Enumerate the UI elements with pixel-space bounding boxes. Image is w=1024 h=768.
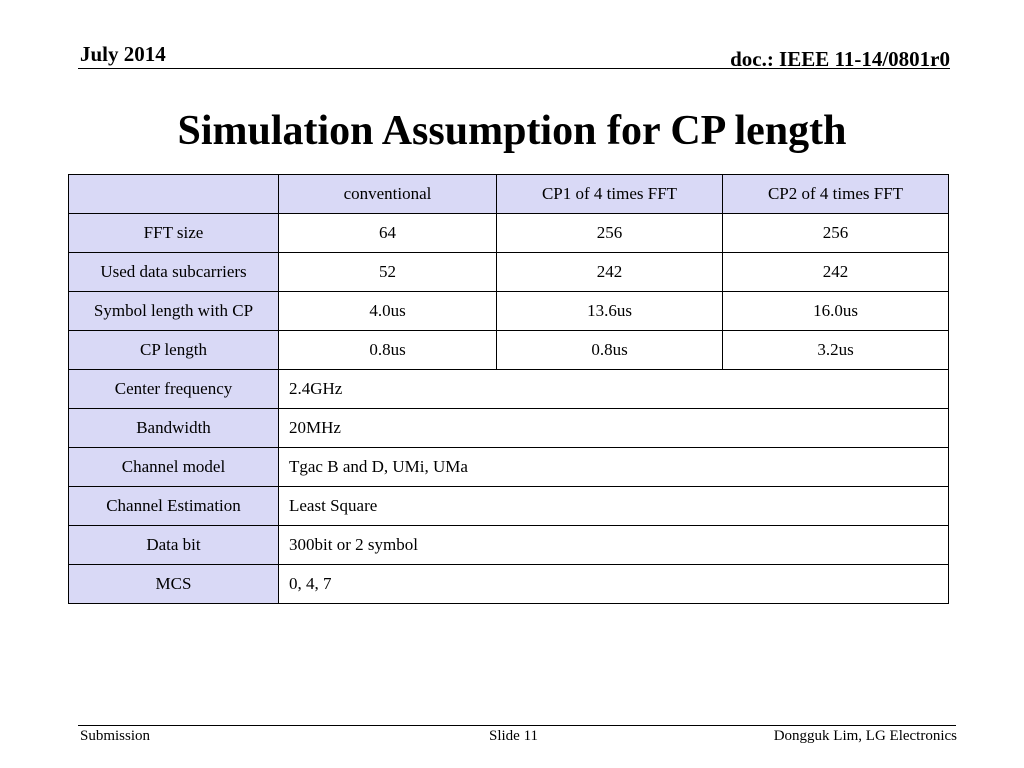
table-cell: 13.6us <box>497 292 723 331</box>
row-label: Symbol length with CP <box>69 292 279 331</box>
table-row <box>69 253 949 292</box>
table-cell: 0.8us <box>279 331 497 370</box>
column-header-cp1: CP1 of 4 times FFT <box>497 175 723 214</box>
table-cell: 2.4GHz <box>279 370 949 409</box>
table-cell: 64 <box>279 214 497 253</box>
table-cell: 256 <box>497 214 723 253</box>
footer-author: Dongguk Lim, LG Electronics <box>773 728 957 744</box>
footer-divider <box>78 725 956 726</box>
row-label: Bandwidth <box>69 409 279 448</box>
table-cell: 52 <box>279 253 497 292</box>
table-cell: 242 <box>497 253 723 292</box>
table-row <box>69 526 949 565</box>
table-cell: 300bit or 2 symbol <box>279 526 949 565</box>
footer-submission: Submission <box>80 728 151 744</box>
column-header-cp2: CP2 of 4 times FFT <box>723 175 949 214</box>
table-cell: Tgac B and D, UMi, UMa <box>279 448 949 487</box>
simulation-table <box>68 174 949 604</box>
header-divider <box>78 68 950 69</box>
table-corner-cell <box>69 175 279 214</box>
header-doc-id: doc.: IEEE 11-14/0801r0 <box>730 47 950 71</box>
table-cell: 3.2us <box>723 331 949 370</box>
table-header-row <box>69 175 949 214</box>
table-cell: 16.0us <box>723 292 949 331</box>
table-cell: 20MHz <box>279 409 949 448</box>
footer-slide-number: Slide 11 <box>489 728 539 744</box>
table-row <box>69 214 949 253</box>
table-row <box>69 331 949 370</box>
table-cell: Least Square <box>279 487 949 526</box>
header-date: July 2014 <box>80 42 166 66</box>
row-label: Channel Estimation <box>69 487 279 526</box>
table-row <box>69 448 949 487</box>
row-label: MCS <box>69 565 279 604</box>
row-label: Center frequency <box>69 370 279 409</box>
row-label: FFT size <box>69 214 279 253</box>
table-cell: 0, 4, 7 <box>279 565 949 604</box>
row-label: Used data subcarriers <box>69 253 279 292</box>
table-row <box>69 370 949 409</box>
table-row <box>69 409 949 448</box>
table-row <box>69 292 949 331</box>
table-row <box>69 565 949 604</box>
table-cell: 0.8us <box>497 331 723 370</box>
row-label: Data bit <box>69 526 279 565</box>
column-header-conventional: conventional <box>279 175 497 214</box>
table-row <box>69 487 949 526</box>
slide-title: Simulation Assumption for CP length <box>177 108 847 154</box>
row-label: CP length <box>69 331 279 370</box>
table-cell: 4.0us <box>279 292 497 331</box>
row-label: Channel model <box>69 448 279 487</box>
table-cell: 256 <box>723 214 949 253</box>
table-cell: 242 <box>723 253 949 292</box>
